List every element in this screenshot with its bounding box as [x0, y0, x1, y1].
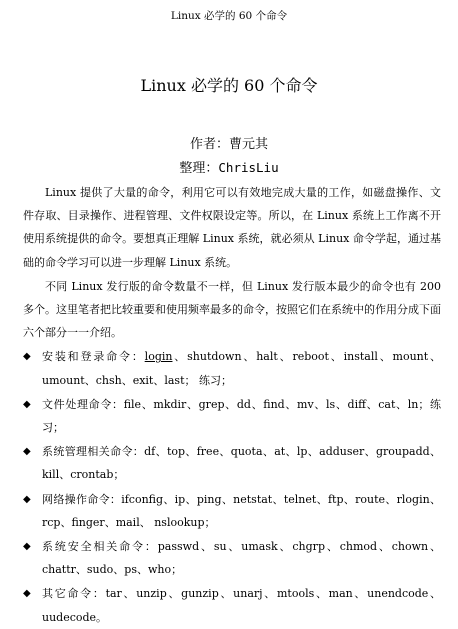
bullet-commands: passwd、su、umask、chgrp、chmod、chown、chattr、sudo、ps、who；: [42, 540, 441, 577]
bullet-label: 安装和登录命令：: [42, 350, 145, 364]
bullet-item-security: [23, 535, 441, 581]
bullet-command-login: login: [144, 350, 173, 364]
bullet-item-system: [23, 440, 441, 486]
bullet-item-other: [23, 582, 441, 628]
bullet-item-login: [23, 345, 441, 391]
bullet-label: 网络操作命令：: [42, 492, 122, 506]
document-title: Linux 必学的 60 个命令: [140, 76, 318, 95]
bullet-commands: df、top、free、quota、at、lp、adduser、groupadd、kill、crontab；: [42, 445, 442, 482]
diamond-bullet-icon: ◆: [23, 541, 31, 553]
author-label: 作者：: [189, 137, 229, 152]
bullet-label: 系统安全相关命令：: [42, 540, 158, 554]
editor-label: 整理：: [179, 161, 219, 176]
diamond-bullet-icon: ◆: [23, 493, 31, 505]
author-name: 曹元其: [229, 137, 269, 152]
diamond-bullet-icon: ◆: [23, 351, 31, 363]
intro-paragraph-2: 不同 Linux 发行版的命令数量不一样，但 Linux 发行版本最少的命令也有 200 多个。这里笔者把比较重要和使用频率最多的命令，按照它们在系统中的作用分成下面六个部分一一介绍。: [23, 279, 441, 340]
bullet-commands: 、shutdown、halt、reboot、install、mount、umount、chsh、exit、last； 练习；: [42, 350, 442, 387]
document-body: [23, 181, 441, 629]
diamond-bullet-icon: ◆: [23, 588, 31, 600]
diamond-bullet-icon: ◆: [23, 446, 31, 458]
bullet-label: 文件处理命令：: [42, 397, 124, 411]
bullet-commands: tar、unzip、gunzip、unarj、mtools、man、unendcode、uudecode。: [42, 587, 441, 624]
intro-paragraph-1: Linux 提供了大量的命令，利用它可以有效地完成大量的工作，如磁盘操作、文件存取、目录操作、进程管理、文件权限设定等。所以，在 Linux 系统上工作离不开使用系统提供的命令。要想真正理解 Linux 系统，就必须从 Linux 命令学起，通过基础的命令学习可以进一步理解 Linux 系统。: [23, 186, 441, 269]
bullet-label: 系统管理相关命令：: [42, 445, 145, 459]
running-header: Linux 必学的 60 个命令: [170, 10, 288, 22]
author-line: [0, 136, 458, 154]
editor-name: ChrisLiu: [218, 160, 279, 175]
bullet-label: 其它命令：: [42, 587, 106, 601]
bullet-item-file: [23, 393, 441, 439]
bullet-item-network: [23, 488, 441, 534]
bullet-commands: file、mkdir、grep、dd、find、mv、ls、diff、cat、ln；练习；: [42, 397, 441, 435]
diamond-bullet-icon: ◆: [23, 398, 31, 410]
bullet-commands: ifconfig、ip、ping、netstat、telnet、ftp、route、rlogin、rcp、finger、mail、 nslookup；: [42, 492, 441, 529]
editor-line: [0, 159, 458, 178]
